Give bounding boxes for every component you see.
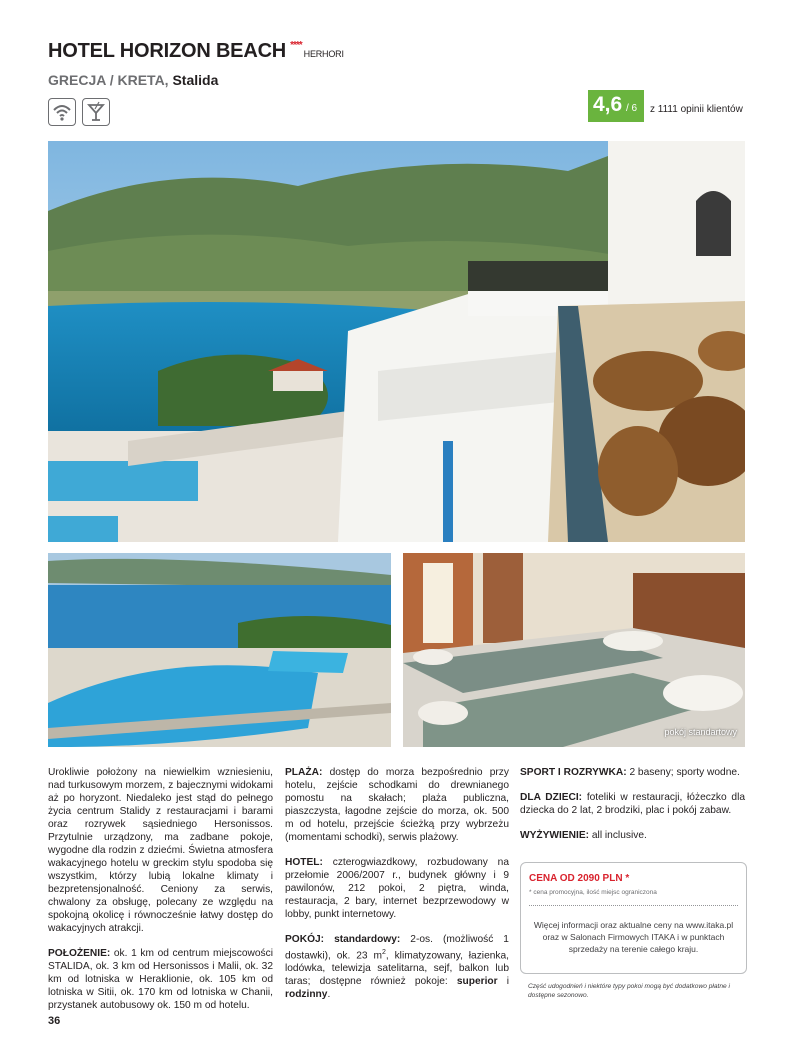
town-name: Stalida [172, 72, 219, 88]
food-text: all inclusive. [591, 830, 647, 841]
star-rating: **** [290, 40, 302, 51]
pool-photo [48, 553, 391, 747]
food-heading: WYŻYWIENIE: [520, 830, 590, 841]
country-region: GRECJA / KRETA, [48, 72, 169, 88]
price-divider [529, 905, 738, 906]
disclaimer: Część udogodnień i niektóre typy pokoi mogą być dodatkowo płatne i dostępne sezonowo. [528, 983, 730, 999]
sport-section [520, 766, 745, 779]
main-photo [48, 141, 745, 542]
hotel-section [285, 856, 509, 921]
reviews-count: z 1111 opinii klientów [650, 104, 743, 115]
price-title: CENA OD 2090 PLN * [529, 873, 630, 884]
beach-text: dostęp do morza bezpośrednio przy hotelu, zejście schodkami do drewnianego pomostu na skałach; plaża publiczna, piaszczysta, łagodne zejście do morza, ok. 500 m od hotelu, przejście ścieżką przy wybrzeżu (momentami schodki), serwis plażowy. [285, 767, 509, 843]
location-heading: POŁOŻENIE: [48, 948, 111, 959]
page-number: 36 [48, 1015, 61, 1027]
room-standard-label: standardowy: [334, 934, 401, 945]
hotel-heading: HOTEL: [285, 857, 323, 868]
room-heading: POKÓJ: [285, 934, 325, 945]
sport-heading: SPORT I ROZRYWKA: [520, 767, 627, 778]
food-section [520, 829, 745, 842]
price-box [520, 862, 747, 974]
sport-text: 2 baseny; sporty wodne. [629, 767, 740, 778]
column-extras [520, 766, 745, 854]
room-text-b: , klimatyzowany, łazienka, lodówka, telewizja satelitarna, sejf, balkon lub taras; dostępne również pokoje: [285, 950, 509, 988]
room-caption: pokój standartowy [664, 727, 737, 737]
room-end: . [327, 989, 331, 1001]
intro-text: Urokliwie położony na niewielkim wzniesieniu, nad turkusowym morzem, z bajecznymi widokami aż po horyzont. Niedaleko jest stąd do pełnego życia centrum Stalidy z restauracjami i barami oraz rozrywek sąsiedniego Hersonissos. Przytulnie urządzony, ma zadbane pokoje, wygodne dla rodzin z dziećmi. Świetna atmosfera wakacyjnego hotelu w greckim stylu spodoba się wszystkim, którzy lubią lokalne klimaty i bezpretensjonalność. Ceniony za serwis, chwalony za obsługę, polecany ze względu na spokojną okolicę i równocześnie łatwy dostęp do wakacyjnych atrakcji. [48, 767, 273, 934]
hotel-name: HOTEL HORIZON BEACH [48, 40, 287, 62]
kids-heading: DLA DZIECI: [520, 792, 583, 803]
location-section [48, 947, 273, 1012]
location-text: ok. 1 km od centrum miejscowości STALIDA, ok. 3 km od Hersonissos i Malii, ok. 32 km od lotniska w Heraklionie, ok. 105 km od lotniska w Sitii, ok. 170 km od lotniska w Chanii, przystanek autobusowy ok. 150 m od hotelu. [48, 948, 273, 1011]
location-subtitle [48, 72, 218, 88]
beach-section [285, 766, 509, 844]
beach-heading: PLAŻA: [285, 767, 323, 778]
rating-max: / 6 [626, 103, 638, 114]
column-description [48, 766, 273, 1024]
column-details [285, 766, 509, 1013]
room-family: rodzinny [285, 989, 328, 1001]
hotel-text: czterogwiazdkowy, rozbudowany na przełomie 2006/2007 r., budynek główny i 9 pawilonów, 212 pokoi, 2 piętra, winda, restauracja, 2 bary, internet bezprzewodowy w lobby, punkt internetowy. [285, 857, 509, 920]
hotel-code: HERHORI [303, 49, 344, 59]
room-photo [403, 553, 745, 747]
rating-value: 4,6 [593, 93, 623, 116]
room-text-a: 2-os. (możliwość 1 dostawki), ok. 23 m [285, 934, 509, 962]
cocktail-icon [82, 98, 110, 126]
room-and: i [506, 976, 509, 988]
room-area-sup: 2 [381, 949, 386, 956]
kids-section [520, 791, 745, 817]
price-note: * cena promocyjna, ilość miejsc ograniczona [529, 889, 657, 896]
room-section [285, 933, 509, 1001]
rating-badge [588, 90, 644, 122]
hotel-title [48, 40, 344, 63]
room-superior: superior [456, 976, 498, 988]
kids-text: foteliki w restauracji, łóżeczko dla dziecka do 2 lat, 2 brodziki, plac i pokój zabaw. [520, 792, 745, 816]
wifi-icon [48, 98, 76, 126]
price-info: Więcej informacji oraz aktualne ceny na www.itaka.pl oraz w Salonach Firmowych ITAKA i w punktach sprzedaży na terenie całego kraju. [533, 920, 734, 954]
